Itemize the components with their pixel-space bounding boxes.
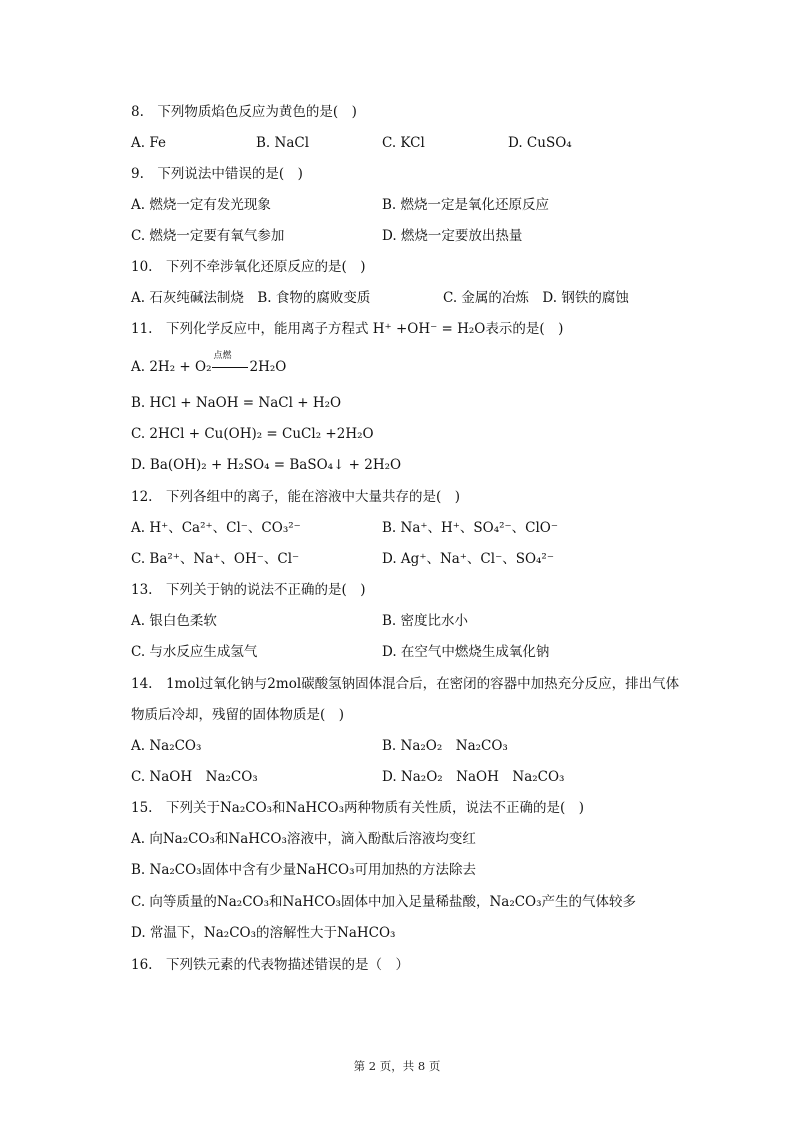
- q14-option-c: C. NaOH Na₂CO₃: [131, 769, 258, 785]
- q10-options-ab: A. 石灰纯碱法制烧 B. 食物的腐败变质: [131, 290, 371, 306]
- q15-option-d: D. 常温下，Na₂CO₃的溶解性大于NaHCO₃: [131, 925, 396, 941]
- q10-options-cd: C. 金属的冶炼 D. 钢铁的腐蚀: [443, 290, 629, 306]
- q8-option-c: C. KCl: [382, 135, 425, 151]
- q13-option-b: B. 密度比水小: [382, 613, 469, 629]
- q9-option-b: B. 燃烧一定是氧化还原反应: [382, 197, 550, 213]
- q15-option-c: C. 向等质量的Na₂CO₃和NaHCO₃固体中加入足量稀盐酸，Na₂CO₃产生的气体较多: [131, 894, 637, 910]
- q8-option-b: B. NaCl: [256, 135, 310, 151]
- page-footer: 第 2 页，共 8 页: [353, 1059, 441, 1073]
- q13-option-c: C. 与水反应生成氢气: [131, 644, 258, 660]
- q12-option-d: D. Ag⁺、Na⁺、Cl⁻、SO₄²⁻: [382, 551, 554, 567]
- q13-option-a: A. 银白色柔软: [131, 613, 217, 629]
- q9-option-c: C. 燃烧一定要有氧气参加: [131, 228, 285, 244]
- q8-option-d: D. CuSO₄: [508, 135, 572, 151]
- q9-option-d: D. 燃烧一定要放出热量: [382, 228, 523, 244]
- question-10: 10. 下列不牵涉氧化还原反应的是( ): [131, 259, 366, 275]
- question-8: 8. 下列物质焰色反应为黄色的是( ): [131, 104, 357, 120]
- q15-option-b: B. Na₂CO₃固体中含有少量NaHCO₃可用加热的方法除去: [131, 862, 477, 878]
- q12-option-b: B. Na⁺、H⁺、SO₄²⁻、ClO⁻: [382, 520, 558, 536]
- q15-option-a: A. 向Na₂CO₃和NaHCO₃溶液中，滴入酚酞后溶液均变红: [131, 831, 476, 847]
- q11-option-d: D. Ba(OH)₂ + H₂SO₄ = BaSO₄↓ + 2H₂O: [131, 457, 402, 473]
- q14-option-d: D. Na₂O₂ NaOH Na₂CO₃: [382, 769, 565, 785]
- question-11: 11. 下列化学反应中，能用离子方程式 H⁺ +OH⁻ = H₂O表示的是( ): [131, 321, 564, 337]
- q13-option-d: D. 在空气中燃烧生成氧化钠: [382, 644, 550, 660]
- q14-option-a: A. Na₂CO₃: [131, 738, 202, 754]
- q14-option-b: B. Na₂O₂ Na₂CO₃: [382, 738, 508, 754]
- condition-label: 点燃: [213, 351, 232, 361]
- q12-option-a: A. H⁺、Ca²⁺、Cl⁻、CO₃²⁻: [131, 520, 301, 536]
- q9-option-a: A. 燃烧一定有发光现象: [131, 197, 271, 213]
- q12-option-c: C. Ba²⁺、Na⁺、OH⁻、Cl⁻: [131, 551, 300, 567]
- q8-option-a: A. Fe: [131, 135, 166, 151]
- q11-option-c: C. 2HCl + Cu(OH)₂ = CuCl₂ +2H₂O: [131, 426, 374, 442]
- reaction-arrow-line: [212, 367, 248, 368]
- question-15: 15. 下列关于Na₂CO₃和NaHCO₃两种物质有关性质，说法不正确的是( ): [131, 800, 585, 816]
- q11-option-a-right: 2H₂O: [249, 359, 287, 375]
- reaction-condition: [211, 351, 249, 376]
- question-16: 16. 下列铁元素的代表物描述错误的是（ ）: [131, 957, 409, 973]
- question-13: 13. 下列关于钠的说法不正确的是( ): [131, 582, 366, 598]
- q11-option-a-left: A. 2H₂ + O₂: [131, 359, 212, 375]
- question-14-cont: 物质后冷却，残留的固体物质是( ): [131, 707, 345, 723]
- q11-option-a: [131, 351, 287, 376]
- question-14: 14. 1mol过氧化钠与2mol碳酸氢钠固体混合后，在密闭的容器中加热充分反应，排出气体: [131, 676, 680, 692]
- question-12: 12. 下列各组中的离子，能在溶液中大量共存的是( ): [131, 489, 461, 505]
- question-9: 9. 下列说法中错误的是( ): [131, 166, 303, 182]
- q11-option-b: B. HCl + NaOH = NaCl + H₂O: [131, 395, 342, 411]
